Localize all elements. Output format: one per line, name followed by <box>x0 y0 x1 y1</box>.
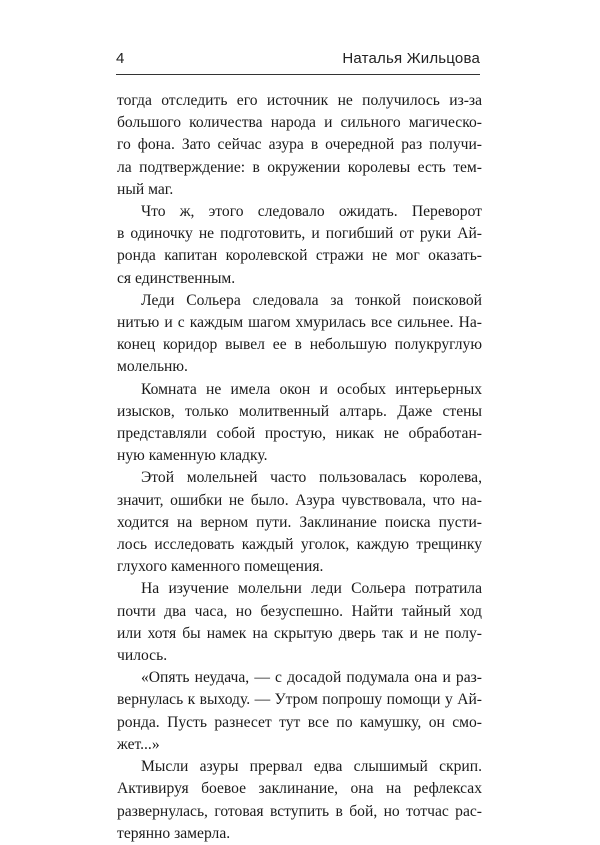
paragraph <box>117 578 482 667</box>
text-line: почти два часа, но безуспешно. Найти тайный ход <box>117 602 482 620</box>
text-line: или хотя бы намек на скрытую дверь так и не полу- <box>117 624 482 642</box>
text-line: Мысли азуры прервал едва слышимый скрип. <box>141 758 482 776</box>
text-line: ла подтверждение: в окружении королевы есть тем- <box>117 158 482 176</box>
text-line: Леди Сольера следовала за тонкой поисковой <box>141 291 482 309</box>
text-line: в одиночку не подготовить, и погибший от руки Ай- <box>117 225 482 243</box>
text-line: ходится на верном пути. Заклинание поиска пусти- <box>117 513 482 531</box>
paragraph <box>117 290 482 379</box>
text-line: чилось. <box>117 647 168 665</box>
text-line: Активируя боевое заклинание, она на рефлексах <box>117 780 482 798</box>
text-line: глухого каменного помещения. <box>117 558 324 576</box>
text-line: нитью и с каждым шагом хмурилась все сильнее. На- <box>117 314 482 332</box>
text-line: Этой молельней часто пользовалась королева, <box>141 469 482 487</box>
text-line: «Опять неудача, — с досадой подумала она и раз- <box>141 669 482 687</box>
text-line: изысков, только молитвенный алтарь. Даже стены <box>117 402 482 420</box>
text-line: ронда. Пусть разнесет тут все по камушку, он смо- <box>117 713 482 731</box>
text-line: Что ж, этого следовало ожидать. Переворот <box>141 203 482 221</box>
running-head <box>116 48 480 70</box>
text-line: жет...» <box>117 735 160 753</box>
text-line: представляли собой простую, никак не обработан- <box>117 425 482 443</box>
text-line: го фона. Зато сейчас азура в очередной раз получи- <box>117 136 482 154</box>
paragraph <box>117 756 482 845</box>
text-line: лось исследовать каждый уголок, каждую трещинку <box>117 536 482 554</box>
text-line: ронда капитан королевской стражи не мог оказать- <box>117 247 482 265</box>
text-line: молельню. <box>117 358 188 376</box>
text-line: тогда отследить его источник не получилось из-за <box>117 92 482 109</box>
page-number: 4 <box>116 50 125 67</box>
text-line: Комната не имела окон и особых интерьерных <box>141 380 482 398</box>
author-name: Наталья Жильцова <box>342 50 480 67</box>
paragraph <box>117 90 482 201</box>
text-line: На изучение молельни леди Сольера потратила <box>141 580 482 598</box>
text-line: вернулась к выходу. — Утром попрошу помощи у Ай- <box>117 691 482 709</box>
text-line: ную каменную кладку. <box>117 447 268 465</box>
text-line: значит, ошибки не было. Азура чувствовала, что на- <box>117 491 482 509</box>
paragraph <box>117 379 482 468</box>
text-line: конец коридор вывел ее в небольшую полукруглую <box>117 336 482 354</box>
text-line: терянно замерла. <box>117 824 231 842</box>
paragraph <box>117 667 482 756</box>
body-text <box>117 90 482 845</box>
paragraph <box>117 467 482 578</box>
text-line: большого количества народа и сильного магическо- <box>117 114 482 132</box>
text-line: ный маг. <box>117 180 174 198</box>
text-line: развернулась, готовая вступить в бой, но тотчас рас- <box>117 802 482 820</box>
text-line: ся единственным. <box>117 269 236 287</box>
header-rule <box>116 74 480 75</box>
paragraph <box>117 201 482 290</box>
